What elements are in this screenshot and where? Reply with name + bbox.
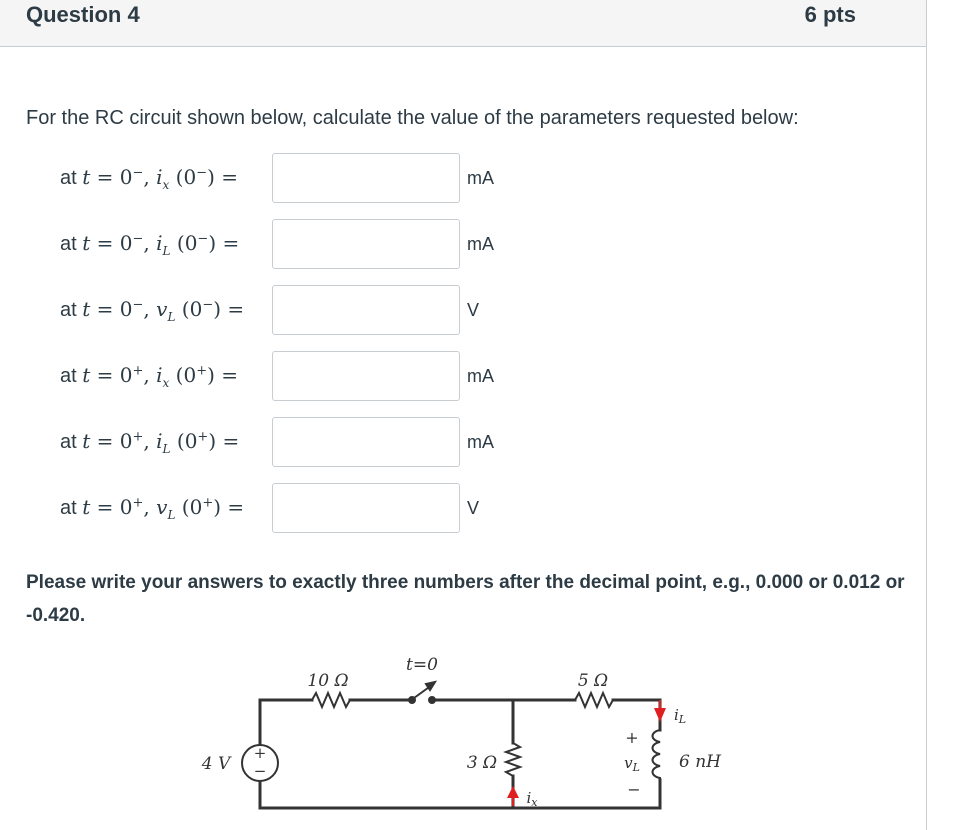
answer-input[interactable]: [272, 351, 460, 401]
answer-input[interactable]: [272, 153, 460, 203]
vl-label: $v_L$: [624, 754, 640, 774]
question-prompt: For the RC circuit shown below, calculate the value of the parameters requested below:: [26, 107, 799, 129]
answer-row: [60, 285, 580, 337]
switch-label: t=0: [406, 655, 438, 675]
ix-label: $i_x$: [526, 789, 538, 809]
answer-input[interactable]: [272, 285, 460, 335]
unit-label: mA: [467, 432, 494, 452]
parameter-expression: at t = 0+, $v_L$ (0+) =: [60, 495, 245, 522]
circuit-diagram: [180, 640, 740, 830]
unit-label: V: [467, 300, 480, 320]
answer-row: [60, 417, 580, 469]
vl-plus: +: [625, 728, 639, 747]
inductor-icon: [653, 730, 661, 780]
parameter-expression: at t = 0+, $i_L$ (0+) =: [60, 429, 240, 456]
il-arrow-icon: [654, 708, 666, 722]
right-divider: [926, 0, 927, 830]
answer-instructions: Please write your answers to exactly three numbers after the decimal point, e.g., 0.000 or 0.012 or -0.420.: [26, 572, 905, 626]
answer-input[interactable]: [272, 417, 460, 467]
answer-row: [60, 351, 580, 403]
il-label: $i_L$: [673, 706, 687, 726]
answer-input[interactable]: [272, 219, 460, 269]
switch-icon: [409, 682, 435, 703]
answer-input[interactable]: [272, 483, 460, 533]
resistor-10-icon: [312, 693, 350, 707]
source-label: 4 V: [201, 754, 231, 774]
vl-minus: −: [627, 780, 641, 799]
r1-label: 10 Ω: [307, 671, 349, 691]
resistor-3-icon: [506, 743, 520, 776]
answer-row: [60, 219, 580, 271]
source-plus: +: [253, 744, 267, 762]
question-title: Question 4: [26, 2, 140, 27]
parameter-expression: at t = 0−, $v_L$ (0−) =: [60, 297, 245, 324]
answer-row: [60, 483, 580, 535]
unit-label: V: [467, 498, 480, 518]
unit-label: mA: [467, 366, 494, 386]
parameter-expression: at t = 0−, $i_L$ (0−) =: [60, 231, 240, 258]
answer-row: [60, 153, 580, 205]
question-points: 6 pts: [804, 2, 856, 27]
resistor-5-icon: [575, 693, 613, 707]
parameter-expression: at t = 0+, $i_x$ (0+) =: [60, 363, 239, 390]
unit-label: mA: [467, 234, 494, 254]
r2-label: 5 Ω: [577, 671, 609, 691]
r3-label: 3 Ω: [466, 753, 498, 773]
source-minus: −: [253, 762, 267, 780]
parameter-expression: at t = 0−, $i_x$ (0−) =: [60, 165, 239, 192]
question-header: [0, 0, 926, 47]
inductor-label: 6 nH: [679, 752, 721, 772]
unit-label: mA: [467, 168, 494, 188]
